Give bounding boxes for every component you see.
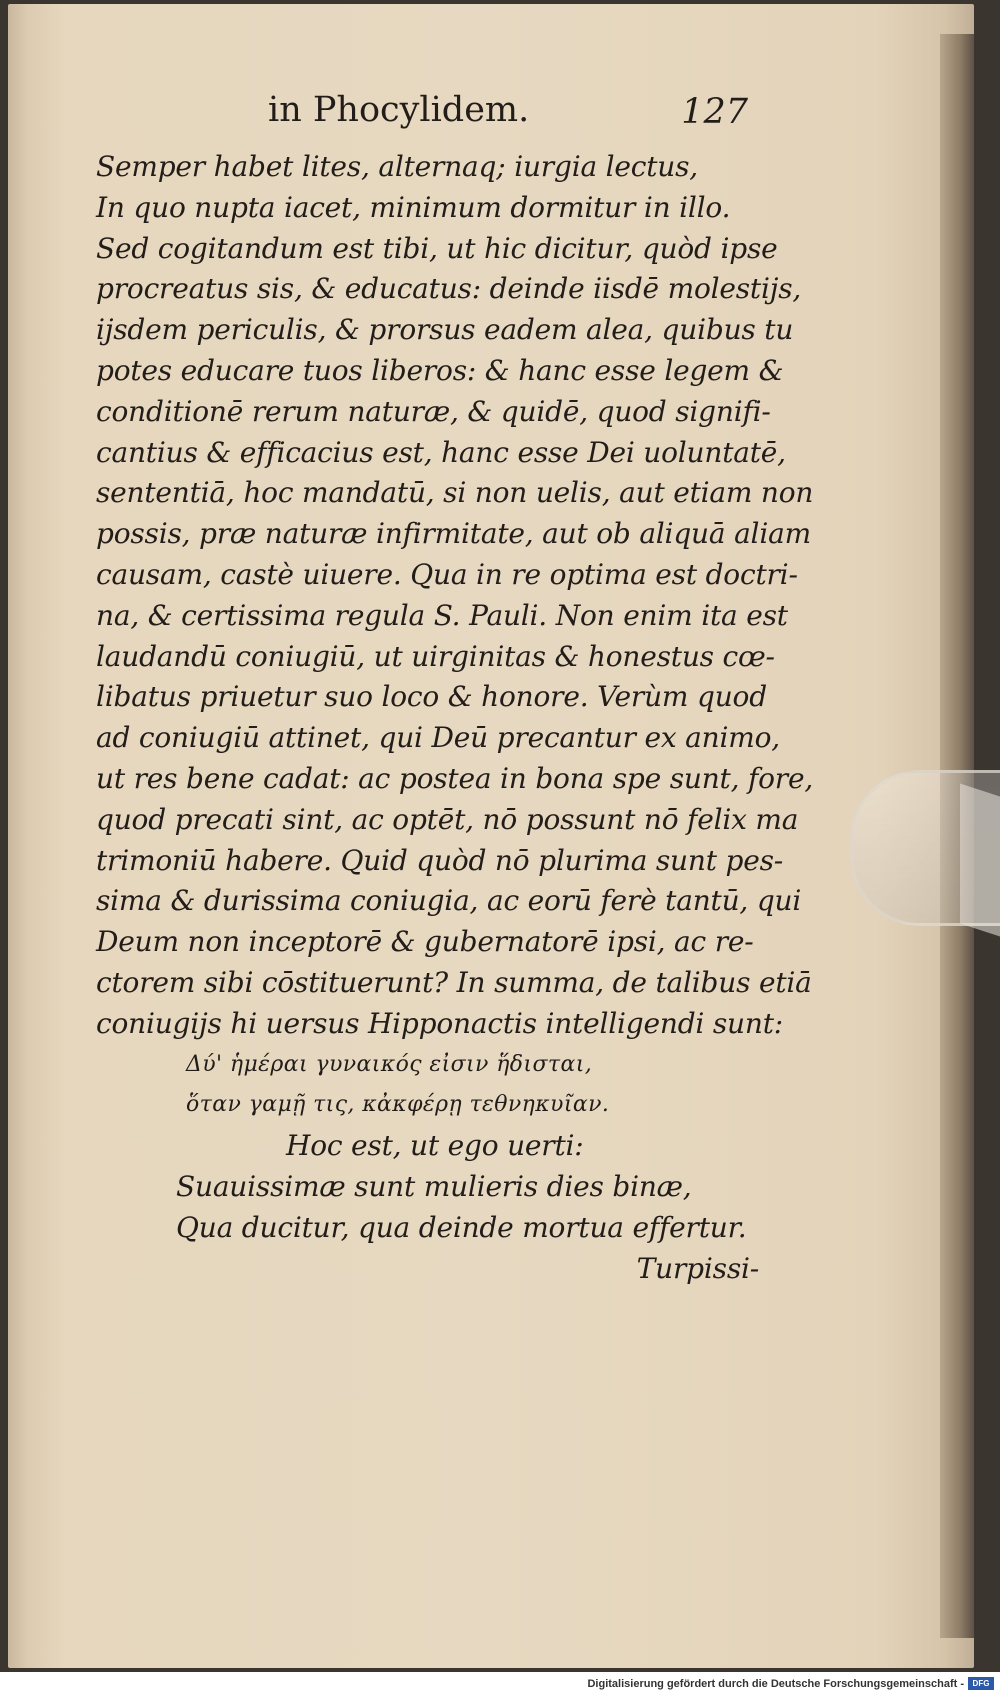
text-line: ctorem sibi cōstituerunt? In summa, de talibus etiā <box>96 965 812 999</box>
catchword: Turpissi- <box>636 1251 759 1285</box>
page-holder-strip <box>960 784 1000 937</box>
greek-verse-line: Δύ' ἡμέραι γυναικός εἰσιν ἥδισται, <box>186 1051 593 1077</box>
text-line: Semper habet lites, alternaq; iurgia lectus, <box>96 150 699 183</box>
page-number: 127 <box>681 92 748 132</box>
latin-verse-line: Suauissimæ sunt mulieris dies binæ, <box>176 1169 692 1203</box>
text-line: coniugijs hi uersus Hipponactis intelligendi sunt: <box>96 1006 784 1040</box>
digitization-footer <box>0 1672 1000 1696</box>
text-line: sima & durissima coniugia, ac eorū ferè tantū, qui <box>96 884 802 918</box>
text-line: causam, castè uiuere. Qua in re optima est doctri- <box>96 557 798 591</box>
translation-intro: Hoc est, ut ego uerti: <box>286 1129 584 1163</box>
text-line: conditionē rerum naturæ, & quidē, quod signifi- <box>96 394 771 428</box>
running-head-title: in Phocylidem. <box>268 90 530 130</box>
text-line: trimoniū habere. Quid quòd nō plurima sunt pes- <box>96 843 784 877</box>
text-line: libatus priuetur suo loco & honore. Verùm quod <box>96 680 767 714</box>
funding-credit: Digitalisierung gefördert durch die Deutsche Forschungsgemeinschaft - <box>587 1678 964 1690</box>
dfg-logo: DFG <box>968 1677 994 1690</box>
text-line: Sed cogitandum est tibi, ut hic dicitur, quòd ipse <box>96 231 778 265</box>
text-line: ijsdem periculis, & prorsus eadem alea, quibus tu <box>96 313 794 347</box>
text-line: laudandū coniugiū, ut uirginitas & honestus cœ- <box>96 639 775 673</box>
text-line: In quo nupta iacet, minimum dormitur in illo. <box>96 190 731 224</box>
latin-verse-line: Qua ducitur, qua deinde mortua effertur. <box>176 1210 747 1244</box>
text-line: na, & certissima regula S. Pauli. Non enim ita est <box>96 598 788 632</box>
text-line: possis, præ naturæ infirmitate, aut ob aliquā aliam <box>96 517 811 551</box>
text-line: sententiā, hoc mandatū, si non uelis, aut etiam non <box>96 476 814 510</box>
body-text <box>96 147 814 1289</box>
text-line: Deum non inceptorē & gubernatorē ipsi, ac re- <box>96 925 754 959</box>
text-line: ut res bene cadat: ac postea in bona spe sunt, fore, <box>96 761 814 795</box>
greek-verse-line: ὅταν γαμῇ τις, κἀκφέρῃ τεθνηκυῖαν. <box>186 1092 610 1118</box>
running-head <box>268 90 748 140</box>
text-line: quod precati sint, ac optēt, nō possunt nō felix ma <box>96 802 799 836</box>
margin-bleedthrough <box>8 674 22 1374</box>
text-line: cantius & efficacius est, hanc esse Dei uoluntatē, <box>96 435 786 469</box>
text-line: potes educare tuos liberos: & hanc esse legem & <box>96 353 784 387</box>
text-line: procreatus sis, & educatus: deinde iisdē molestijs, <box>96 272 802 306</box>
text-line: ad coniugiū attinet, qui Deū precantur ex animo, <box>96 721 780 755</box>
book-page <box>8 4 974 1668</box>
